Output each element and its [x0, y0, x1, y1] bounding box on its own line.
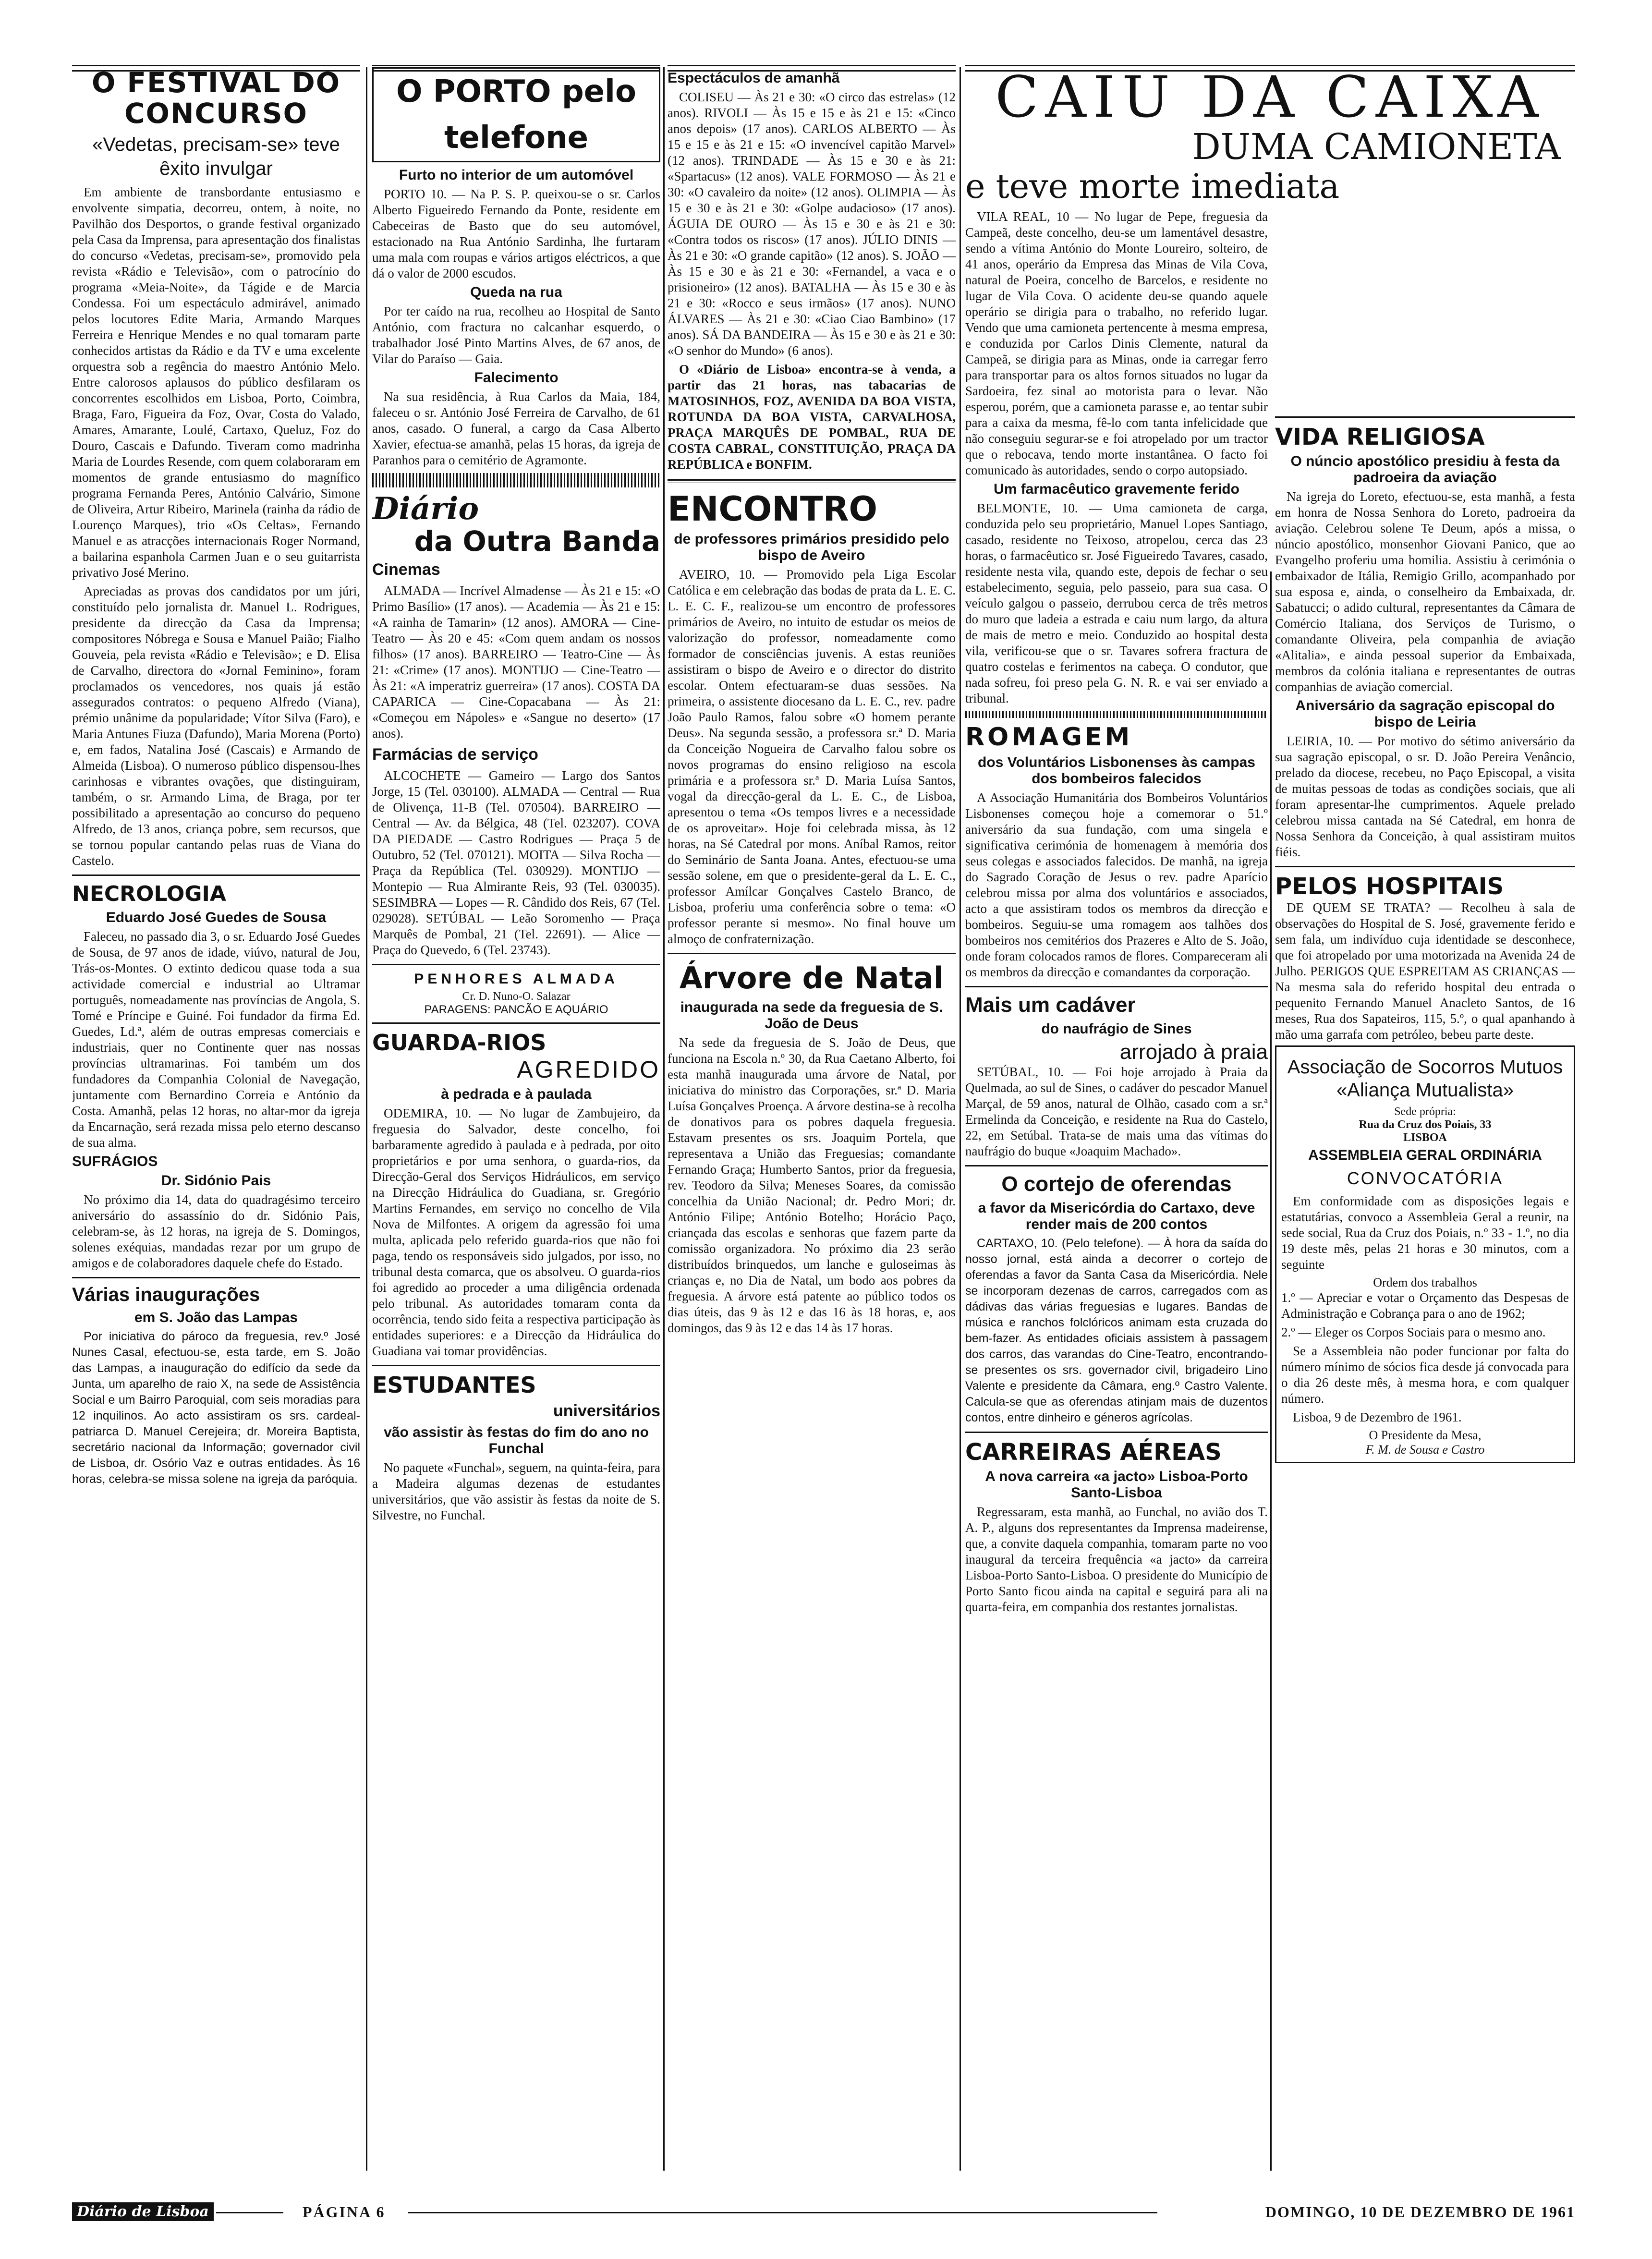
caiu-subheadline: DUMA CAMIONETA [1192, 126, 1561, 168]
farmacias-heading: Farmácias de serviço [372, 745, 538, 764]
farmacias-body: ALCOCHETE — Gameiro — Largo dos Santos Jorge, 15 (Tel. 030100). ALMADA — Central — Rua de Olivença, 11-B (Tel. 070504). BARREIRO — Central — Av. da Bélgica, 48 (Tel. 023207). COVA DA PIEDADE — Castro Rodrigues — Praça 5 de Outubro, 52 (Tel. 070121). MOITA — Silva Rocha — Praça da República (Tel. 030929). MONTIJO — Montepio — Rua Almirante Reis, 93 (Tel. 030035). SESIMBRA — Lopes — R. Cândido dos Reis, 67 (Tel. 029028). SETÚBAL — Leão Soromenho — Praça Marquês de Pombal, 21 (Tel. 22691). — Alice — Praça do Quevedo, 6 (Tel. 23743). [372, 768, 660, 957]
pelos-hospitais-headline: PELOS HOSPITAIS [1275, 873, 1504, 900]
furto-heading: Furto no interior de um automóvel [399, 167, 634, 183]
associacao-sede-label: Sede própria: [1394, 1105, 1456, 1118]
cortejo-headline: O cortejo de oferendas [1001, 1172, 1232, 1196]
divider [1275, 866, 1575, 867]
divider [372, 1365, 660, 1366]
convocatoria-body: Em conformidade com as disposições legais e estatutárias, convoco a Assembleia Geral a reunir, na sede social, Rua da Cruz dos Poiais, n.º 33 - 1.º, no dia 19 deste mês, pelas 21 horas e 30 minutos, com a seguinte [1281, 1194, 1569, 1272]
queda-body: Por ter caído na rua, recolheu ao Hospital de Santo António, com fractura no calcanhar esquerdo, o trabalhador José Pinto Martins Alves, de 67 anos, de Vilar do Paraíso — Gaia. [372, 304, 660, 366]
divider [72, 874, 360, 876]
queda-heading: Queda na rua [470, 284, 562, 300]
divider [965, 1432, 1268, 1433]
diario-venda-note: O «Diário de Lisboa» encontra-se à venda, a partir das 21 horas, nas tabacarias de MATOSINHOS, FOZ, AVENIDA DA BOA VISTA, ROTUNDA DA BOA VISTA, CARVALHOSA, PRAÇA MARQUÊS DE POMBAL, RUA DE COSTA CABRAL, CONSTITUIÇÃO, PRAÇA DA REPÚBLICA e BONFIM. [668, 362, 956, 472]
associacao-title: Associação de Socorros Mutuos «Aliança Mutualista» [1287, 1057, 1563, 1101]
romagem-body: A Associação Humanitária dos Bombeiros Voluntários Lisbonenses começou hoje a comemorar o 51.º aniversário da sua fundação, com uma singela e significativa cerimónia de homenagem à memória dos seus colegas e associados falecidos. De manhã, na igreja do Sagrado Coração de Jesus o rev. padre Aparício celebrou missa por alma dos voluntários e associados, acto a que assistiram todos os membros da direcção e bombeiros. Seguiu-se uma romagem aos talhões dos bombeiros nos cemitérios dos Prazeres e Alto de S. João, onde foram colocados ramos de flores. Compareceram ali os membros da direcção e comandantes da corporação. [965, 790, 1268, 979]
furto-body: PORTO 10. — Na P. S. P. queixou-se o sr. Carlos Alberto Figueiredo Fernando da Ponte, residente em Cabeceiras de Basto que do seu automóvel, estacionado na Rua António Sardinha, lhe furtaram uma mala com roupas e vários artigos eléctricos, a que dá o valor de 2000 escudos. [372, 187, 660, 280]
divider [965, 1165, 1268, 1166]
presidente-label: O Presidente da Mesa, [1369, 1428, 1482, 1442]
estudantes-body: No paquete «Funchal», seguem, na quinta-feira, para a Madeira algumas dezenas de estudantes universitários, que vão assistir às festas da noite de S. Silvestre, no Funchal. [372, 1460, 660, 1522]
arvore-natal-headline: Árvore de Natal [679, 960, 944, 996]
caiu-subheadline-2: e teve morte imediata [965, 167, 1340, 206]
divider [1275, 416, 1575, 418]
cortejo-body: CARTAXO, 10. (Pelo telefone). — À hora da saída do nosso jornal, está ainda a decorrer o cortejo de oferendas a favor da Santa Casa da Misericórdia. Nele se incorporam dezenas de carros, carregados com as dádivas das várias freguesias e lugares. Bandas de música e ranchos folclóricos animam esta cruzada do bem-fazer. As entidades oficiais assistem à passagem dos carros, das varandas do Cine-Teatro, encontrando-se presentes os srs. governador civil, brigadeiro Lino Valente e presidente da Câmara, eng.º Castro Valente. Calcula-se que as oferendas atinjam mais de duzentos contos, entre dinheiro e géneros agrícolas. [965, 1237, 1268, 1424]
presidente-signature: F. M. de Sousa e Castro [1365, 1443, 1485, 1457]
inauguracoes-body: Por iniciativa do pároco da freguesia, rev.º José Nunes Casal, efectuou-se, esta tarde, em S. João das Lampas, a inauguração do edifício da sede da Junta, um aparelho de raio X, na sede de Assistência Social e um Bairro Paroquial, com seis moradias para 12 inquilinos. Ao acto assistiram os srs. cardeal-patriarca D. Manuel Cerejeira; dr. Moreira Baptista, secretário nacional da Informação; governador civil de Lisboa, dr. Osório Vaz e outras entidades. Às 16 horas, celebra-se missa solene na igreja da paróquia. [72, 1330, 360, 1486]
footer-masthead: Diário de Lisboa [72, 2202, 214, 2221]
falecimento-body: Na sua residência, à Rua Carlos da Maia, 184, faleceu o sr. António José Ferreira de Carvalho, de 61 anos, casado. O funeral, a cargo da Casa Alberto Xavier, efectua-se amanhã, pelas 15 horas, da igreja de Paranhos para o cemitério de Agramonte. [372, 389, 660, 467]
guarda-rios-agredido: AGREDIDO [517, 1056, 660, 1083]
falecimento-heading: Falecimento [474, 370, 559, 386]
outra-banda-title: da Outra Banda [414, 525, 660, 558]
penhores-address: Cr. D. Nuno-O. Salazar [462, 990, 571, 1003]
footer-page-number: PÁGINA 6 [303, 2203, 386, 2221]
carreiras-body: Regressaram, esta manhã, ao Funchal, no avião dos T. A. P., alguns dos representantes da Imprensa madeirense, que, a convite daquela companhia, tomaram parte no voo inaugural da terceira frequência «a jacto» da carreira Lisboa-Porto Santo-Lisboa. O presidente do Município de Porto Santo ficou ainda na capital e seguirá para ali na quarta-feira, em companhia dos restantes jornalistas. [965, 1505, 1268, 1614]
estudantes-sub: universitários [553, 1402, 660, 1420]
ordem-item-1: 1.º — Apreciar e votar o Orçamento das Despesas de Administração e Cobrança para o ano de 1962; [1281, 1290, 1569, 1321]
necrologia-heading: NECROLOGIA [72, 882, 226, 906]
aniversario-heading: Aniversário da sagração episcopal do bispo de Leiria [1295, 698, 1555, 730]
pelos-hospitais-body: DE QUEM SE TRATA? — Recolheu à sala de observações do Hospital de S. José, gravemente ferido e sem fala, um indivíduo cuja identidade se desconhece, que foi atropelado por uma motorizada na Avenida 24 de Julho. PERIGOS QUE ESPREITAM AS CRIANÇAS — Na mesma sala do referido hospital deu entrada o pequenito Fernando Manuel Anacleto Santos, de 16 meses, Rua dos Sapateiros, 115, 5.º, o qual apanhando à mão uma garrafa com petróleo, bebeu parte deste. [1275, 900, 1575, 1042]
divider [668, 479, 956, 483]
carreiras-sub: A nova carreira «a jacto» Lisboa-Porto Santo-Lisboa [985, 1469, 1248, 1501]
penhores-paragens: PARAGENS: PANCÃO E AQUÁRIO [424, 1003, 608, 1016]
column-rule [1270, 571, 1272, 2171]
inauguracoes-headline: Várias inaugurações [72, 1284, 260, 1305]
nuncio-sub: O núncio apostólico presidiu à festa da padroeira da aviação [1290, 453, 1560, 486]
divider [372, 964, 660, 965]
convocatoria-title: CONVOCATÓRIA [1347, 1168, 1504, 1188]
sufragios-body: No próximo dia 14, data do quadragésimo terceiro aniversário do assassínio do dr. Sidónio Pais, celebram-se, às 12 horas, na igreja de S. Domingos, solenes exéquias, mandadas rezar por um grupo de amigos e de colaboradores daquele chefe do Estado. [72, 1192, 360, 1270]
encontro-headline: ENCONTRO [668, 489, 878, 529]
column-rule [960, 67, 961, 2171]
assembleia-title: ASSEMBLEIA GERAL ORDINÁRIA [1308, 1147, 1542, 1163]
masthead-stripe [372, 473, 660, 487]
vida-religiosa-headline: VIDA RELIGIOSA [1275, 424, 1485, 450]
cadaver-sub-2: arrojado à praia [1119, 1040, 1268, 1064]
caiu-body: VILA REAL, 10 — No lugar de Pepe, freguesia da Campeã, deste concelho, deu-se um lamentável desastre, sendo a vítima António do Monte Loureiro, solteiro, de 41 anos, operário da Empresa das Minas de Vila Cova, natural de Poeira, concelho de Barcelos, e residente no lugar de Vila Cova. O acidente deu-se quando aquele operário se dirigia para o trabalho, no referido lugar. Vendo que uma camioneta pertencente à mesma empresa, e conduzida por Carlos Dinis Clemente, natural da Campeã, se dirigia para as Minas, onde ia carregar ferro para transportar para os altos fornos situados no lugar da Sardoeira, fez sinal ao motorista para o levar. Não esperou, porém, que a camioneta parasse e, ao tentar subir para a caixa da mesma, fê-lo com tanta infelicidade que não conseguiu segurar-se e foi atropelado por um tractor que o rebocava, tendo morte instantânea. O facto foi comunicado às autoridades, sendo o corpo autopsiado. [965, 209, 1268, 477]
footer-rule [408, 2212, 1157, 2213]
footer-date: DOMINGO, 10 DE DEZEMBRO DE 1961 [1265, 2203, 1575, 2221]
encontro-body: AVEIRO, 10. — Promovido pela Liga Escolar Católica e em celebração das bodas de prata da L. E. C. L. E. C. F., realizou-se um encontro de professores primários de Aveiro, no intuito de estudar os meios de valorização do professor, nomeadamente como formador de consciências juvenis. A estas reuniões assistiram o bispo de Aveiro e o director do distrito escolar. Ontem efectuaram-se duas sessões. Na primeira, o assistente diocesano da L. E. C., rev. padre João Paulo Ramos, falou sobre «O homem perante Deus». Na segunda sessão, a professora sr.ª D. Maria da Conceição Nogueira de Carvalho falou sobre os novos programas do ensino religioso na escola primária e a professora sr.ª D. Maria Luísa Santos, vogal da direcção-geral da L. E. C., de Lisboa, apresentou o tema «Os tempos livres e a necessidade de os aproveitar». Hoje foi celebrada missa, às 12 horas, na Sé Catedral por mons. Aníbal Ramos, reitor do Seminário de Santa Joana. Antes, efectuou-se uma sessão solene, em que o presidente-geral da L. E. C., professor Amílcar Gonçalves Castelo Branco, de Lisboa, proferiu uma conferência sobre o tema: «O professor perante si mesmo». No final houve um almoço de confraternização. [668, 567, 956, 946]
espectaculos-body: COLISEU — Às 21 e 30: «O circo das estrelas» (12 anos). RIVOLI — Às 15 e 15 e às 21 e 15: «Cinco anos depois» (17 anos). CARLOS ALBERTO — Às 15 e 15 e às 21 e 15: «O invencível capitão Marvel» (12 anos). TRINDADE — Às 15 e 30 e às 21: «Spartacus» (12 anos). VALE FORMOSO — Às 21 e 30: «O cavaleiro da noite» (12 anos). OLIMPIA — Às 15 e 30 e às 21 e 30: «Golpe audacioso» (17 anos). ÁGUIA DE OURO — Às 15 e 30 e às 21 e 30: «Contra todos os riscos» (17 anos). JÚLIO DINIS — Às 21 e 30: «O grande capitão» (12 anos). S. JOÃO — Às 15 e 30 e às 21 e 30: «Fernandel, a vaca e o prisioneiro» (12 anos). BATALHA — Às 15 e 30 e às 21 e 30: «Rocco e seus irmãos» (17 anos). NUNO ÁLVARES — Às 21 e 30: «Ciao Ciao Bambino» (17 anos). SÁ DA BANDEIRA — Às 15 e 30 e às 21 e 30: «O senhor do Mundo» (6 anos). [668, 90, 956, 358]
ordem-trabalhos-title: Ordem dos trabalhos [1373, 1275, 1477, 1289]
page-footer [72, 2200, 1575, 2224]
festival-body-2: Apreciadas as provas dos candidatos por um júri, constituído pelo jornalista dr. Manuel L. Rodrigues, presidente da direcção da Casa da Imprensa; compositores Nóbrega e Sousa e Manuel Paião; Fialho Gouveia, pela revista «Rádio e Televisão»; e D. Elisa de Carvalho, directora do «Jornal Feminino», foram proclamados os vencedores, nos quais já estão assegurados contratos: o pequeno Alfredo (Viana), prémio unânime da popularidade; Vítor Silva (Faro), e Maria Antunes Fiuza (Dafundo), Maria Morena (Porto) e, em fados, Natalina José (Cascais) e Armando de Almeida (Lisboa). O numeroso público dispensou-lhes carinhosas e vibrantes ovações, que distinguiram, também, o sr. Armando Lima, de Braga, por ter possibilitado a apresentação ao concurso do pequeno Alfredo, de 13 anos, criança pobre, sem recursos, que se tornou popular cantando pelas ruas de Viana do Castelo. [72, 584, 360, 868]
espectaculos-heading: Espectáculos de amanhã [668, 70, 840, 86]
convocatoria-date: Lisboa, 9 de Dezembro de 1961. [1293, 1410, 1462, 1424]
festival-subheadline: «Vedetas, precisam-se» teve êxito invulgar [92, 134, 340, 179]
porto-telefone-headline: O PORTO pelo telefone [372, 67, 660, 162]
cortejo-sub: a favor da Misericórdia do Cartaxo, deve render mais de 200 contos [978, 1200, 1255, 1232]
farmaceutico-heading: Um farmacêutico gravemente ferido [994, 481, 1239, 497]
estudantes-headline: ESTUDANTES [372, 1372, 536, 1398]
column-2 [372, 67, 660, 2171]
guarda-rios-body: ODEMIRA, 10. — No lugar de Zambujeiro, da freguesia do Salvador, deste concelho, foi barbaramente agredido à paulada e à pedrada, por oito proprietários e por uma senhora, o guarda-rios, da Direcção-Geral dos Serviços Hidráulicos, em serviço na Direcção Hidráulica do Guadiana, sr. Gregório Martins Fernandes, em serviço no concelho de Vila Nova de Milfontes. A origem da agressão foi uma multa, aplicada pelo referido guarda-rios que não foi paga, tendo os responsáveis sido julgados, por isso, no tribunal desta comarca, que os absolveu. O guarda-rios foi agredido ao proceder a uma diligência ordenada pelo tribunal. As autoridades tomaram conta da ocorrência, tendo sido feita a respectiva participação às entidades superiores: e a Direcção da Hidráulica do Guadiana vai tomar providências. [372, 1106, 660, 1358]
arvore-natal-body: Na sede da freguesia de S. João de Deus, que funciona na Escola n.º 30, da Rua Caetano Alberto, foi esta manhã inaugurada uma árvore de Natal, por iniciativa do ministro das Corporações, sr.ª D. Maria Luísa Gonçalves Proença. A árvore destina-se à recolha de donativos para os pobres daquela freguesia. Estavam presentes os srs. Joaquim Portela, que representava a União das Freguesias; comandante Fernando Graça; Humberto Santos, prior da freguesia, rev. Teodoro da Silva; Meneses Soares, da comissão concelhia da União Nacional; dr. Pedro Mori; dr. António Filipe; António Botelho; Horácio Paço, criançada das escolas e senhoras que fazem parte da comissão organizadora. No próximo dia 23 serão distribuídos brinquedos, um lanche e guloseimas às crianças e, no Dia de Natal, um bodo aos pobres da freguesia. A árvore está patente ao público todos os dias úteis, das 9 às 12 e das 16 às 18 horas, e, aos domingos, das 9 às 12 e das 14 às 17 horas. [668, 1035, 956, 1335]
associacao-city: LISBOA [1403, 1131, 1447, 1144]
cinemas-heading: Cinemas [372, 560, 440, 579]
column-1 [72, 67, 360, 2171]
sufragios-heading: SUFRÁGIOS [72, 1154, 158, 1169]
estudantes-sub-2: vão assistir às festas do fim do ano no Funchal [384, 1424, 649, 1457]
festival-headline: O FESTIVAL DO CONCURSO [91, 67, 341, 130]
inauguracoes-sub: em S. João das Lampas [134, 1310, 298, 1325]
assembleia-notice-box [1275, 1045, 1575, 1463]
aniversario-body: LEIRIA, 10. — Por motivo do sétimo aniversário da sua sagração episcopal, o sr. D. João Pereira Venâncio, prelado da diocese, recebeu, no Paço Episcopal, a visita de muitas pessoas de todas as condições sociais, que ali foram apresentar-lhe cumprimentos. Aquele prelado celebrou missa cantada na Sé Catedral, em honra de Nossa Senhora da Conceição, à qual assistiram muitos fiéis. [1275, 734, 1575, 859]
caiu-continuation-space [1275, 209, 1575, 411]
necrologia-name: Eduardo José Guedes de Sousa [106, 910, 327, 925]
sufragios-name: Dr. Sidónio Pais [161, 1173, 271, 1189]
column-4 [965, 209, 1268, 2171]
cinemas-body: ALMADA — Incrível Almadense — Às 21 e 15: «O Primo Basílio» (17 anos). — Academia — Às 21 e 15: «A rainha de Tamarin» (12 anos). AMORA — Cine-Teatro — Às 20 e 45: «Com quem andam os nossos filhos» (17 anos). BARREIRO — Teatro-Cine — Às 21: «Crime» (17 anos). MONTIJO — Cine-Teatro — Às 21: «A imperatriz guerreira» (17 anos). COSTA DA CAPARICA — Cine-Copacabana — Às 21: «Começou em Nápoles» e «Sangue no deserto» (17 anos). [372, 583, 660, 741]
divider [965, 711, 1268, 718]
guarda-rios-headline: GUARDA-RIOS [372, 1030, 547, 1056]
column-3 [668, 67, 956, 2171]
necrologia-body: Faleceu, no passado dia 3, o sr. Eduardo José Guedes de Sousa, de 97 anos de idade, viúvo, natural de Jou, Trás-os-Montes. O extinto dedicou quase toda a sua actividade comercial e industrial ao Ultramar português, nomeadamente nas províncias de Angola, S. Tomé e Príncipe e Guiné. Foi fundador da firma Ed. Guedes, Ld.ª, além de outras empresas comerciais e industriais, quer no Continente quer nas nossas províncias ultramarinas. Foi também um dos fundadores da Companhia Colonial de Navegação, juntamente com Bernardino Correia e António da Costa. Amanhã, pelas 12 horas, no altar-mor da igreja da Encarnação, será rezada missa pelo eterno descanso de sua alma. [72, 929, 360, 1150]
nuncio-body: Na igreja do Loreto, efectuou-se, esta manhã, a festa em honra de Nossa Senhora do Loreto, padroeira da aviação. Celebrou solene Te Deum, após a missa, o núncio apostólico, monsenhor Giovani Panico, que ao Evangelho proferiu uma homilia. Assistiu à cerimónia o embaixador de Itália, Remigio Grillo, acompanhado por sua esposa e, ainda, o conselheiro da Embaixada, dr. Sabatucci; o adido cultural, representantes da Câmara de Comércio Italiana, dos Serviços de Turismo, o comandante Oliveira, pela companhia de aviação «Alitalia», e ainda pessoal superior da Embaixada, membros da colónia italiana e representantes de outras companhias de aviação comercial. [1275, 489, 1575, 694]
caiu-headline: CAIU DA CAIXA [995, 67, 1545, 130]
diario-outra-banda-title: Diário [372, 491, 479, 527]
divider [668, 953, 956, 954]
encontro-sub: de professores primários presidido pelo bispo de Aveiro [674, 531, 949, 563]
column-rule [663, 67, 665, 2171]
column-5 [1275, 209, 1575, 2171]
divider [965, 986, 1268, 987]
associacao-address: Rua da Cruz dos Poiais, 33 [1359, 1118, 1492, 1131]
guarda-rios-sub: à pedrada e à paulada [441, 1086, 592, 1102]
ordem-item-2: 2.º — Eleger os Corpos Sociais para o mesmo ano. [1281, 1325, 1546, 1339]
romagem-sub: dos Voluntários Lisbonenses às campas dos bombeiros falecidos [978, 754, 1255, 787]
column-rule [366, 67, 367, 2171]
arvore-natal-sub: inaugurada na sede da freguesia de S. João de Deus [680, 999, 943, 1032]
penhores-title: PENHORES ALMADA [414, 971, 619, 987]
cadaver-sub: do naufrágio de Sines [1041, 1021, 1192, 1037]
cadaver-body: SETÚBAL, 10. — Foi hoje arrojado à Praia da Quelmada, ao sul de Sines, o cadáver do pescador Manuel Marçal, de 59 anos, natural de Olhão, casado com a sr.ª Ermelinda da Conceição, e residente na Rua do Castelo, 22, em Setúbal. Trata-se de mais uma das vítimas do naufrágio do buque «Joaquim Machado». [965, 1065, 1268, 1158]
divider [372, 1022, 660, 1024]
carreiras-headline: CARREIRAS AÉREAS [965, 1439, 1222, 1466]
footer-rule [216, 2212, 283, 2213]
convocatoria-body-2: Se a Assembleia não poder funcionar por falta do número mínimo de sócios fica desde já convocada para o dia 26 deste mês, à mesma hora, e com qualquer número. [1281, 1344, 1569, 1406]
romagem-headline: ROMAGEM [965, 723, 1133, 752]
divider [72, 1277, 360, 1278]
farmaceutico-body: BELMONTE, 10. — Uma camioneta de carga, conduzida pelo seu proprietário, Manuel Lopes Santiago, casado, residente no Teixoso, atropelou, cerca das 23 horas, o farmacêutico sr. José Figueiredo Tavares, casado, residente nesta vila, quando este, depois de fechar o seu estabelecimento, seguia, pelo passeio, para sua casa. O veículo galgou o passeio, derrubou cerca de três metros do muro que ladeia a estrada e caiu num largo, da altura de mais de metro e meio. Conduzido ao hospital desta vila, verificou-se que o sr. Tavares sofrera fractura de quatro costelas e ferimentos na cabeça. O condutor, que nada sofreu, foi preso pela G. N. R. e vai ser enviado a tribunal. [965, 501, 1268, 705]
cadaver-headline: Mais um cadáver [965, 993, 1136, 1017]
festival-body: Em ambiente de transbordante entusiasmo e envolvente simpatia, decorreu, ontem, à noite, no Pavilhão dos Desportos, o grande festival organizado pela Casa da Imprensa, para apresentação dos finalistas do concurso «Vedetas, precisam-se», promovido pela revista «Rádio e Televisão», com o patrocínio do programa «Meia-Noite», da Tágide e de Marcia Condessa. Foi um espectáculo admirável, animado pelos locutores Edite Maria, Armando Marques Ferreira e Henrique Mendes e no qual tomaram parte conhecidos artistas da Rádio e da TV e uma excelente orquestra sob a regência do maestro António Melo. Entre calorosos aplausos do público desfilaram os concorrentes escolhidos em Lisboa, Porto, Coimbra, Braga, Faro, Figueira da Foz, Ovar, Costa do Valado, Amares, Amarante, Loulé, Cartaxo, Queluz, Foz do Douro, Cascais e Dafundo. Tiveram como madrinha Maria de Lourdes Resende, com quem colaboraram em momentos de grande entusiasmo do magnífico programa Fernanda Peres, António Calvário, Simone de Oliveira, Artur Ribeiro, Marinela (rainha da rádio de Lourenço Marques), trio «Os Celtas», Fernando Manuel e as atracções internacionais Roger Normand, a bailarina espanhola Carmen Juan e o seu guitarrista privativo José Merino. [72, 185, 360, 580]
